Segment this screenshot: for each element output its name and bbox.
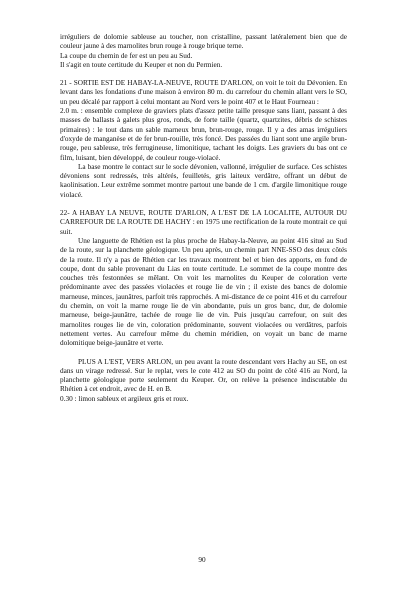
section-22-east-paragraph: PLUS A L'EST, VERS ARLON, un peu avant la route descendant vers Hachy au SE, on est dans un virage redressé. Sur le replat, vers le cote 412 au SO du point de côté 416 au Nord, la planchette géologique porte seulement du Keuper. Or, on relève la présence indiscutable du Rhétien à cet endroit, avec de H. en B. [60, 357, 347, 394]
section-21-layer-description: 2.0 m. : ensemble complexe de graviers plats d'assez petite taille presque sans liant, passant à des masses de ballasts à galets plus gros, ronds, de forte taille (quartz, quartzites, débris de schistes primaires) : le tout dans un sable marneux brun, brun-rouge, rouge. Il y a des amas irréguliers d'oxyde de manganèse et de fer brun-rouille, très foncé. Des passées du liant sont une argile brun-rouge, peu sableuse, très ferrugineuse, limonitique, tachant les doigts. Les graviers du bas ont ce film, luisant, bien développé, de couleur rouge-violacé. [60, 107, 347, 162]
section-22-body-paragraph: Une languette de Rhétien est la plus proche de Habay-la-Neuve, au point 416 situé au Sud de la route, sur la planchette géologique. Un peu après, un chemin part NNE-SSO des deux côtés de la route. Il n'y a pas de Rhétien car les travaux montrent bel et bien des apports, en fond de coupe, dont du sable provenant du Lias en toute certitude. Le sommet de la coupe montre des couches très festonnées se mêlant. On voit les marnolites du Keuper de coloration verte prédominante avec des passées violacées et rouge lie de vin ; il existe des bancs de dolomie marneuse, minces, jaunâtres, parfoit très rapprochés. A mi-distance de ce point 416 et du carrefour du chemin, on voit la marne rouge lie de vin abondante, puis un gros banc, dur, de dolomie marneuse, beige-jaunâtre, tachée de rouge lie de vin. Puis jusqu'au carrefour, on suit des marnolites rouges lie de vin, coloration prédominante, souvent violacées ou verdâtres, parfois nettement vertes. Au carrefour même du chemin méridien, on voyait un banc de marne dolomitique beige-jaunâtre et verte. [60, 236, 347, 348]
body-text [60, 33, 347, 404]
section-21-base-paragraph: La base montre le contact sur le socle dévonien, vallonné, irrégulier de surface. Ces schistes dévoniens sont redressés, très altérés, feuilletés, gris laiteux verdâtre, offrant un début de kaolinisation. Leur extrême sommet montre partout une bande de 1 cm. d'argile limonitique rouge violacé. [60, 162, 347, 199]
section-21-heading-paragraph: 21 - SORTIE EST DE HABAY-LA-NEUVE, ROUTE D'ARLON, on voit le toit du Dévonien. En levant dans les fondations d'une maison à environ 80 m. du carrefour du chemin allant vers le SO, un peu décalé par rapport à celui montant au Nord vers le point 407 et le Haut Fourneau : [60, 79, 347, 106]
section-22-layer-description: 0.30 : limon sableux et argileux gris et roux. [60, 394, 189, 403]
intro-paragraph-1: irréguliers de dolomie sableuse au toucher, non cristalline, passant latéralement bien que de couleur jaune à des marnolites brun rouge à rouge brique terne. [60, 33, 347, 51]
page-number: 90 [198, 556, 206, 564]
intro-paragraph-2: La coupe du chemin de fer est un peu au Sud. [60, 51, 193, 60]
section-22-heading-paragraph: 22- A HABAY LA NEUVE, ROUTE D'ARLON, A L'EST DE LA LOCALITE, AUTOUR DU CARREFOUR DE LA ROUTE DE HACHY : en 1975 une rectification de la route montrait ce qui suit. [60, 209, 347, 236]
intro-paragraph-3: Il s'agit en toute certitude du Keuper et non du Permien. [60, 60, 223, 69]
